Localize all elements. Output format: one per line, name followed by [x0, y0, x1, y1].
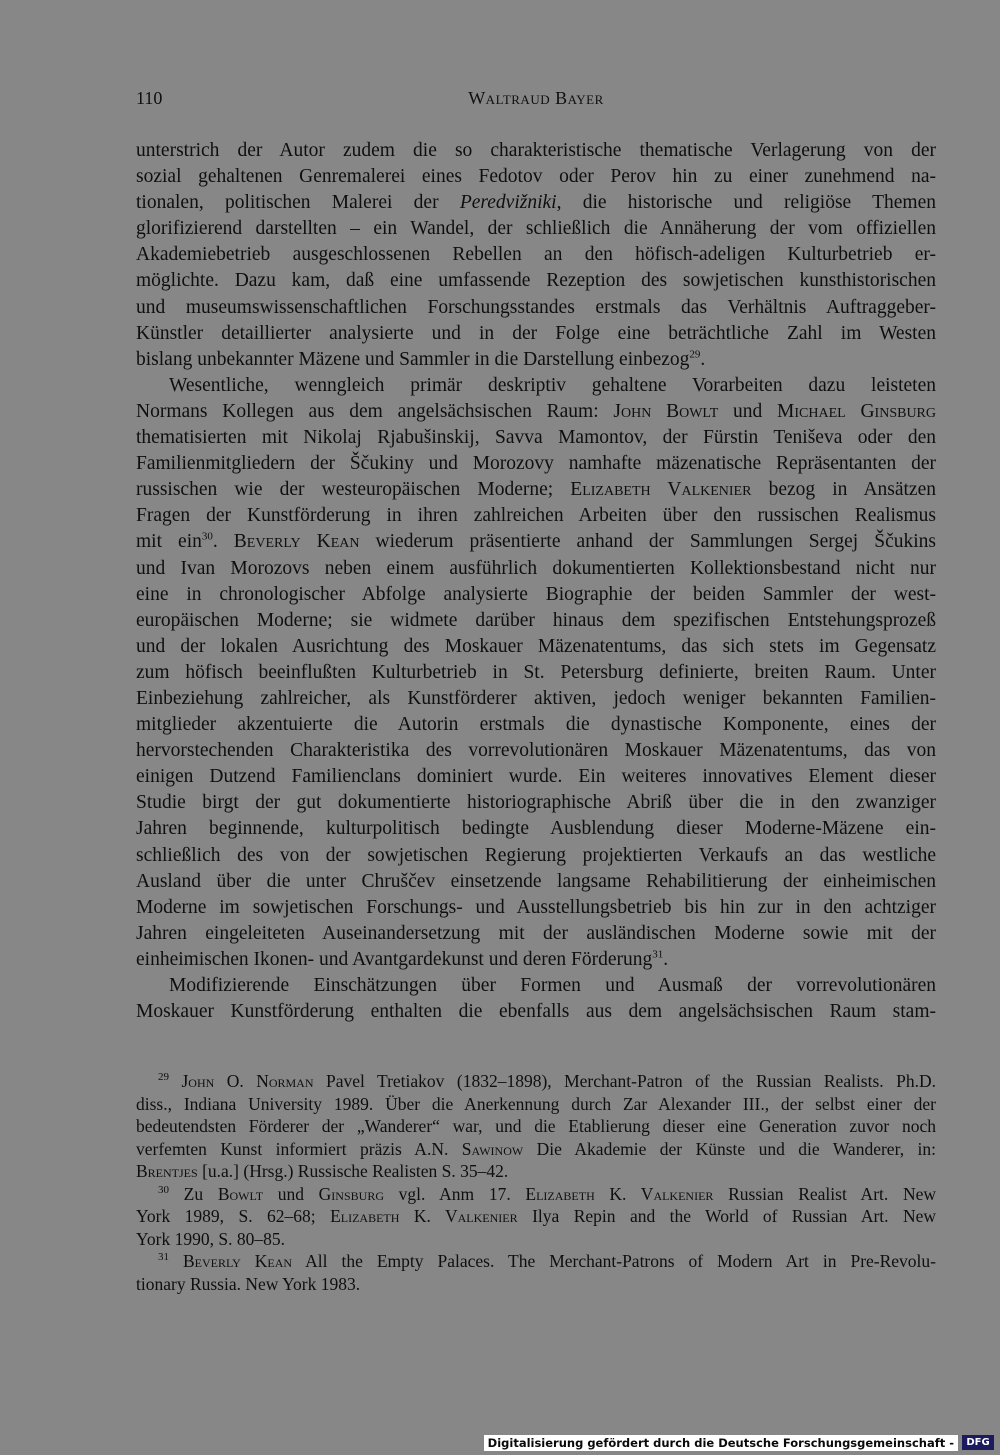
footer-bar: [0, 1432, 1000, 1455]
italic-term: Peredvižniki: [459, 192, 557, 214]
footnote-29: $^{29}$ John O. Norman Pavel Tretiakov (1832–1898), Merchant-Patron of the Russian Realists. Ph.D. diss., Indiana University 1989. Über die Anerkennung durch Zar Alexander III., der selbst einer der bedeutendsten Förderer der „Wanderer“ war, und die Etablierung dieser eine Generation zuvor noch verfemten Kunst informiert präzis A.N. Sawinow Die Akademie der Künste und die Wanderer, in: Brentjes [u.a.] (Hrsg.) Russische Realisten S. 35–42.: [136, 1071, 936, 1181]
author-name: Ginsburg: [318, 1183, 384, 1204]
author-name: Elizabeth K. Valkenier: [330, 1206, 518, 1226]
text-line: europäischen Moderne; sie widmete darüber hinaus dem spezifischen Entstehungsprozeß: [136, 609, 936, 631]
text-line: Moskauer Kunstförderung enthalten die ebenfalls aus dem angelsächsischen Raum stam-: [136, 1001, 936, 1023]
text-line: Jahren eingeleiteten Auseinandersetzung mit der ausländischen Moderne sowie mit der: [136, 922, 936, 944]
text-line: schließlich des von der sowjetischen Regierung projektierten Verkaufs an das westliche: [136, 844, 936, 866]
footnote-ref[interactable]: 29: [689, 348, 701, 361]
footnote-number: 29: [158, 1071, 169, 1084]
text-line: Normans Kollegen aus dem angelsächsischen Raum: John Bowlt und Michael Ginsburg: [136, 400, 936, 422]
text-line: möglichte. Dazu kam, daß eine umfassende Rezeption des sowjetischen kunsthistorischen: [136, 270, 936, 292]
author-name: Beverly Kean: [233, 531, 360, 553]
author-name: Michael Ginsburg: [777, 400, 936, 422]
text-line: und der lokalen Ausrichtung des Moskauer Mäzenatentums, das sich stets im Gegensatz: [136, 635, 936, 657]
text-line: Jahren beginnende, kulturpolitisch bedingte Ausblendung dieser Moderne-Mäzene ein-: [136, 818, 936, 840]
main-text: [136, 138, 936, 1025]
author-name: Beverly Kean: [183, 1251, 293, 1271]
footnotes: [136, 1070, 936, 1295]
footnote-number: 31: [158, 1251, 169, 1264]
footnote-ref[interactable]: 30: [201, 530, 213, 543]
text-line: Einbeziehung zahlreicher, als Kunstförderer aktiven, jedoch weniger bekannten Familien-: [136, 687, 936, 709]
author-name: Sawinow: [461, 1138, 524, 1159]
text-line: und museumswissenschaftlichen Forschungsstandes erstmals das Verhältnis Auftraggeber-: [136, 296, 936, 318]
page-number: 110: [136, 88, 163, 108]
text-line: russischen wie der westeuropäischen Moderne; Elizabeth Valkenier bezog in Ansätzen: [136, 479, 936, 501]
running-head: Waltraud Bayer: [468, 88, 604, 108]
text-line: Studie birgt der gut dokumentierte historiographische Abriß über die in den zwanziger: [136, 792, 936, 814]
text-line: Moderne im sowjetischen Forschungs- und Ausstellungsbetrieb bis hin zur in den achtziger: [136, 896, 936, 918]
page-header: [136, 88, 936, 118]
author-name: Bowlt: [217, 1183, 264, 1204]
text-line: mitglieder akzentuierte die Autorin erstmals die dynastische Komponente, eines der: [136, 714, 936, 736]
text-line: bislang unbekannter Mäzene und Sammler in die Darstellung einbezog$^{29}$.: [136, 348, 706, 370]
footnote-30: $^{30}$ Zu Bowlt und Ginsburg vgl. Anm 17. Elizabeth K. Valkenier Russian Realist Art. New York 1989, S. 62–68; Elizabeth K. Valkenier Ilya Repin and the World of Russian Art. New York 1990, S. 80–85.: [136, 1183, 936, 1249]
author-name: John O. Norman: [181, 1071, 314, 1091]
text-line: thematisierten mit Nikolaj Rjabušinskij, Savva Mamontov, der Fürstin Teniševa oder den: [136, 427, 936, 449]
text-line: sozial gehaltenen Genremalerei eines Fedotov oder Perov hin zu einer zunehmend na-: [136, 166, 936, 188]
text-line: Künstler detaillierter analysierte und in der Folge eine beträchtliche Zahl im Westen: [136, 322, 936, 344]
text-line: und Ivan Morozovs neben einem ausführlich dokumentierten Kollektionsbestand nicht nur: [136, 557, 936, 579]
footnote-31: $^{31}$ Beverly Kean All the Empty Palaces. The Merchant-Patrons of Modern Art in Pre-Revolu- tionary Russia. New York 1983.: [136, 1251, 936, 1294]
author-name: Brentjes: [136, 1161, 198, 1181]
text-line: eine in chronologischer Abfolge analysierte Biographie der beiden Sammler der west-: [136, 583, 936, 605]
dfg-logo-icon: DFG: [962, 1435, 994, 1450]
author-name: John Bowlt: [613, 400, 719, 422]
text-line: mit ein$^{30}$. Beverly Kean wiederum präsentierte anhand der Sammlungen Sergej Ščukins: [136, 530, 936, 553]
digitization-credit: Digitalisierung gefördert durch die Deutsche Forschungsgemeinschaft -: [484, 1435, 958, 1451]
text-line: Wesentliche, wenngleich primär deskriptiv gehaltene Vorarbeiten dazu leisteten: [169, 374, 936, 396]
footnote-ref[interactable]: 31: [652, 948, 664, 961]
text-line: Ausland über die unter Chruščev einsetzende langsame Rehabilitierung der einheimischen: [136, 870, 936, 892]
text-line: hervorstechenden Charakteristika des vorrevolutionären Moskauer Mäzenatentums, das von: [136, 740, 936, 762]
text-line: Modifizierende Einschätzungen über Formen und Ausmaß der vorrevolutionären: [169, 975, 936, 996]
text-line: glorifizierend darstellten – ein Wandel, der schließlich die Annäherung der vom offiziellen: [136, 218, 936, 240]
text-line: Familienmitgliedern der Ščukiny und Morozovy namhafte mäzenatische Repräsentanten der: [136, 453, 936, 475]
author-name: Elizabeth K. Valkenier: [525, 1183, 714, 1204]
text-line: Fragen der Kunstförderung in ihren zahlreichen Arbeiten über den russischen Realismus: [136, 505, 936, 527]
footnote-number: 30: [158, 1183, 169, 1196]
text-line: tionalen, politischen Malerei der Peredvižniki, die historische und religiöse Themen: [136, 192, 936, 214]
text-line: einigen Dutzend Familienclans dominiert wurde. Ein weiteres innovatives Element dieser: [136, 766, 936, 788]
text-line: einheimischen Ikonen- und Avantgardekunst und deren Förderung$^{31}$.: [136, 948, 669, 970]
text-line: unterstrich der Autor zudem die so charakteristische thematische Verlagerung von der: [136, 140, 936, 161]
author-name: Elizabeth Valkenier: [570, 479, 752, 501]
text-line: Akademiebetrieb ausgeschlossenen Rebellen an den höfisch-adeligen Kulturbetrieb er-: [136, 244, 936, 266]
text-line: zum höfisch beeinflußten Kulturbetrieb in St. Petersburg definierte, breiten Raum. Unter: [136, 661, 936, 683]
